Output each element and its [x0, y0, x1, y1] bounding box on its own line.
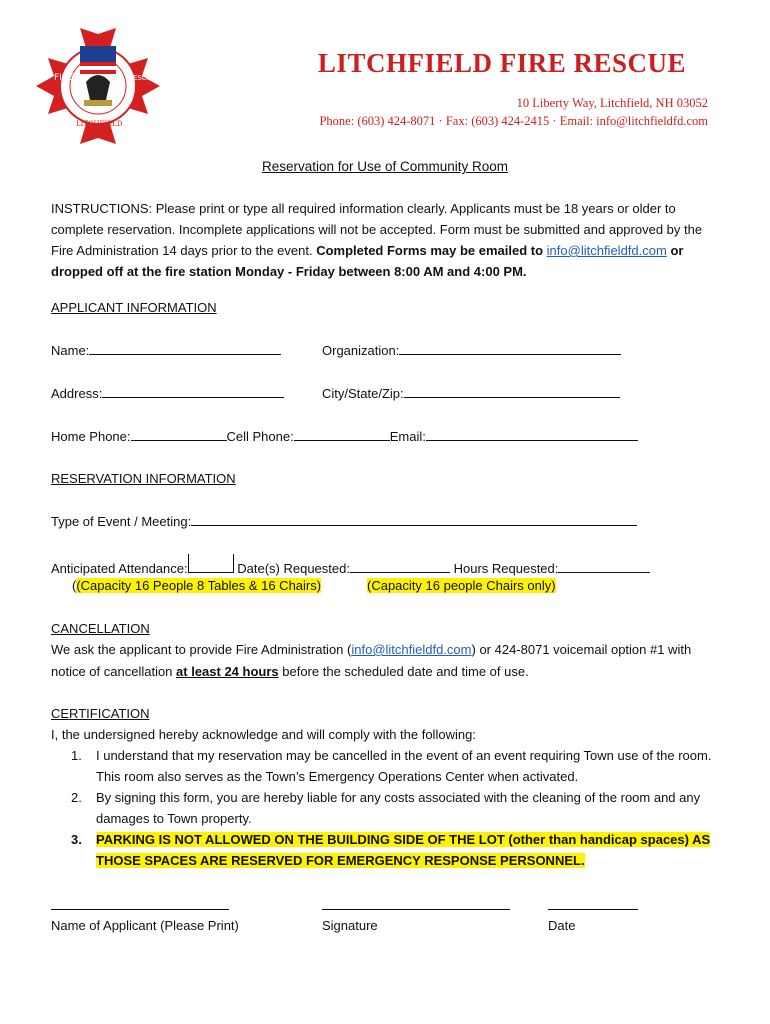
city-state-zip-label: City/State/Zip: [322, 386, 404, 401]
hours-blank[interactable] [558, 559, 650, 573]
city-state-zip-field[interactable] [322, 383, 620, 404]
phone-email-row [51, 426, 638, 447]
certification-item-2-num: 2. [71, 790, 82, 805]
organization-blank[interactable] [399, 341, 621, 355]
certification-item-3-text: PARKING IS NOT ALLOWED ON THE BUILDING SIDE OF THE LOT (other than handicap spaces) AS THOSE SPACES ARE RESERVED FOR EMERGENCY RESPONSE PERSONNEL. [96, 832, 711, 868]
signature-label: Signature [322, 918, 378, 933]
dates-label: Date(s) Requested: [237, 561, 350, 576]
cancellation-text-3: notice of cancellation [51, 664, 177, 679]
cancellation-email-link[interactable]: info@litchfieldfd.com [351, 642, 472, 657]
name-label: Name: [51, 343, 90, 358]
instructions-text: INSTRUCTIONS: Please print or type all required information clearly. Applicants must be 18 years or older to complete reservation. Incomplete applications will not be accepted. Form must be submitted and approved by the Fire Administration 14 days prior to the event. [51, 201, 703, 258]
reservation-heading: RESERVATION INFORMATION [51, 471, 236, 486]
cancellation-heading: CANCELLATION [51, 621, 150, 636]
hours-label: Hours Requested: [453, 561, 559, 576]
cancellation-line-2 [51, 661, 529, 682]
cancellation-line-1 [51, 639, 691, 660]
certification-item-2 [51, 787, 731, 829]
cell-phone-label: Cell Phone: [226, 429, 294, 444]
certification-item-3 [51, 829, 731, 871]
name-blank[interactable] [89, 341, 281, 355]
home-phone-blank[interactable] [131, 427, 227, 441]
event-type-label: Type of Event / Meeting: [51, 514, 192, 529]
cell-phone-blank[interactable] [294, 427, 390, 441]
capacity-chairs-text: (Capacity 16 people Chairs only) [367, 578, 556, 593]
address-field[interactable] [51, 383, 284, 404]
certification-heading: CERTIFICATION [51, 706, 150, 721]
applicant-heading: APPLICANT INFORMATION [51, 300, 217, 315]
certification-item-1-text: I understand that my reservation may be cancelled in the event of an event requiring Town use of the room. This room also serves as the Town’s Emergency Operations Center when activated. [96, 748, 712, 784]
logo-text-litchfield: LITCHFIELD [76, 120, 123, 128]
instructions-email-link[interactable]: info@litchfieldfd.com [546, 243, 667, 258]
address-blank[interactable] [102, 384, 284, 398]
capacity-tables-text: (Capacity 16 People 8 Tables & 16 Chairs) [76, 578, 322, 593]
organization-contact: Phone: (603) 424-8071 · Fax: (603) 424-2415 · Email: info@litchfieldfd.com [319, 114, 708, 128]
cancellation-text-2: ) or 424-8071 voicemail option #1 with [471, 642, 692, 657]
applicant-name-line[interactable] [51, 897, 229, 910]
capacity-chairs-note [367, 575, 556, 596]
cancellation-text-1: We ask the applicant to provide Fire Administration ( [51, 642, 352, 657]
applicant-name-label: Name of Applicant (Please Print) [51, 918, 239, 933]
organization-address: 10 Liberty Way, Litchfield, NH 03052 [516, 96, 708, 110]
event-type-blank[interactable] [191, 512, 637, 526]
event-type-field[interactable] [51, 511, 637, 532]
logo-text-fire: FIRE [54, 73, 74, 83]
organization-name: LITCHFIELD FIRE RESCUE [317, 48, 686, 78]
certification-item-3-num: 3. [71, 832, 82, 847]
home-phone-label: Home Phone: [51, 429, 131, 444]
instructions-bold-2: or dropped off at the fire station Monday - Friday between 8:00 AM and 4:00 PM. [51, 243, 684, 279]
attendance-label: Anticipated Attendance: [51, 561, 188, 576]
form-title: Reservation for Use of Community Room [261, 159, 509, 174]
name-field[interactable] [51, 340, 281, 361]
fire-rescue-logo [36, 24, 160, 148]
email-label: Email: [389, 429, 426, 444]
date-label: Date [548, 918, 576, 933]
instructions [51, 198, 721, 282]
city-state-zip-blank[interactable] [404, 384, 620, 398]
dates-blank[interactable] [350, 559, 450, 573]
date-line[interactable] [548, 897, 638, 910]
certification-item-1-num: 1. [71, 748, 82, 763]
cancellation-text-4: before the scheduled date and time of use. [278, 664, 529, 679]
organization-label: Organization: [322, 343, 400, 358]
cancellation-bold: at least 24 hours [176, 664, 279, 679]
organization-field[interactable] [322, 340, 621, 361]
certification-item-2-text: By signing this form, you are hereby liable for any costs associated with the cleaning of the room and any damages to Town property. [96, 790, 701, 826]
certification-list [51, 724, 731, 871]
instructions-bold-1: Completed Forms may be emailed to [316, 243, 544, 258]
address-label: Address: [51, 386, 103, 401]
capacity-tables-note [72, 575, 321, 596]
certification-intro: I, the undersigned hereby acknowledge and will comply with the following: [51, 727, 476, 742]
capacity-tables-open: ( [72, 578, 77, 593]
attendance-box[interactable] [188, 554, 234, 573]
logo-text-rescue: RESCUE [128, 74, 157, 82]
email-blank[interactable] [426, 427, 638, 441]
certification-item-1 [51, 745, 731, 787]
signature-line[interactable] [322, 897, 510, 910]
